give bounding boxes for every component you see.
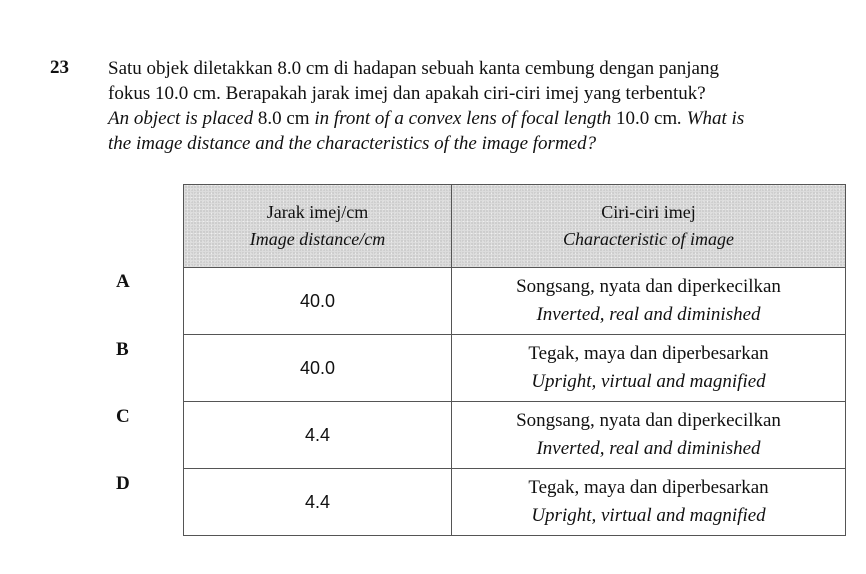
question-english-line-1 (108, 106, 848, 131)
header-characteristic-malay: Ciri-ciri imej (601, 202, 696, 222)
characteristic-cell (452, 469, 846, 536)
characteristic-english: Inverted, real and diminished (536, 304, 761, 325)
english-text-part-3: in front of a convex lens of focal length (309, 108, 616, 129)
question-text (108, 56, 848, 156)
image-distance-cell: 4.4 (184, 469, 452, 536)
characteristic-malay: Tegak, maya dan diperbesarkan (528, 477, 769, 498)
table-row-option-b[interactable] (184, 335, 846, 402)
characteristic-malay: Tegak, maya dan diperbesarkan (528, 343, 769, 364)
characteristic-english: Inverted, real and diminished (536, 438, 761, 459)
option-label-b[interactable]: B (116, 339, 129, 360)
table-row-option-d[interactable] (184, 469, 846, 536)
image-distance-cell: 40.0 (184, 268, 452, 335)
option-label-c[interactable]: C (116, 406, 130, 427)
header-image-distance-english: Image distance/cm (249, 229, 386, 249)
question-english-line-2: the image distance and the characteristics of the image formed? (108, 133, 597, 154)
focal-length-value: 10.0 cm (615, 108, 678, 129)
question-number: 23 (50, 57, 69, 78)
characteristic-cell (452, 402, 846, 469)
header-image-distance (184, 185, 452, 268)
header-characteristic (452, 185, 846, 268)
english-text-part-1: An object is placed (108, 108, 258, 129)
header-image-distance-malay: Jarak imej/cm (266, 202, 369, 222)
english-text-part-5: . What is (677, 108, 745, 129)
characteristic-english: Upright, virtual and magnified (531, 505, 766, 526)
characteristic-cell (452, 335, 846, 402)
header-characteristic-english: Characteristic of image (563, 229, 734, 249)
table-header-row (184, 185, 846, 268)
option-label-d[interactable]: D (116, 473, 130, 494)
image-distance-cell: 40.0 (184, 335, 452, 402)
object-distance-value: 8.0 cm (257, 108, 310, 129)
table-row-option-c[interactable] (184, 402, 846, 469)
characteristic-malay: Songsang, nyata dan diperkecilkan (516, 410, 781, 431)
answer-options-table (183, 184, 846, 536)
option-label-a[interactable]: A (116, 271, 130, 292)
image-distance-cell: 4.4 (184, 402, 452, 469)
characteristic-cell (452, 268, 846, 335)
characteristic-english: Upright, virtual and magnified (531, 371, 766, 392)
question-malay-line-1: Satu objek diletakkan 8.0 cm di hadapan sebuah kanta cembung dengan panjang (108, 58, 719, 79)
table-row-option-a[interactable] (184, 268, 846, 335)
question-malay-line-2: fokus 10.0 cm. Berapakah jarak imej dan apakah ciri-ciri imej yang terbentuk? (108, 83, 706, 104)
characteristic-malay: Songsang, nyata dan diperkecilkan (516, 276, 781, 297)
